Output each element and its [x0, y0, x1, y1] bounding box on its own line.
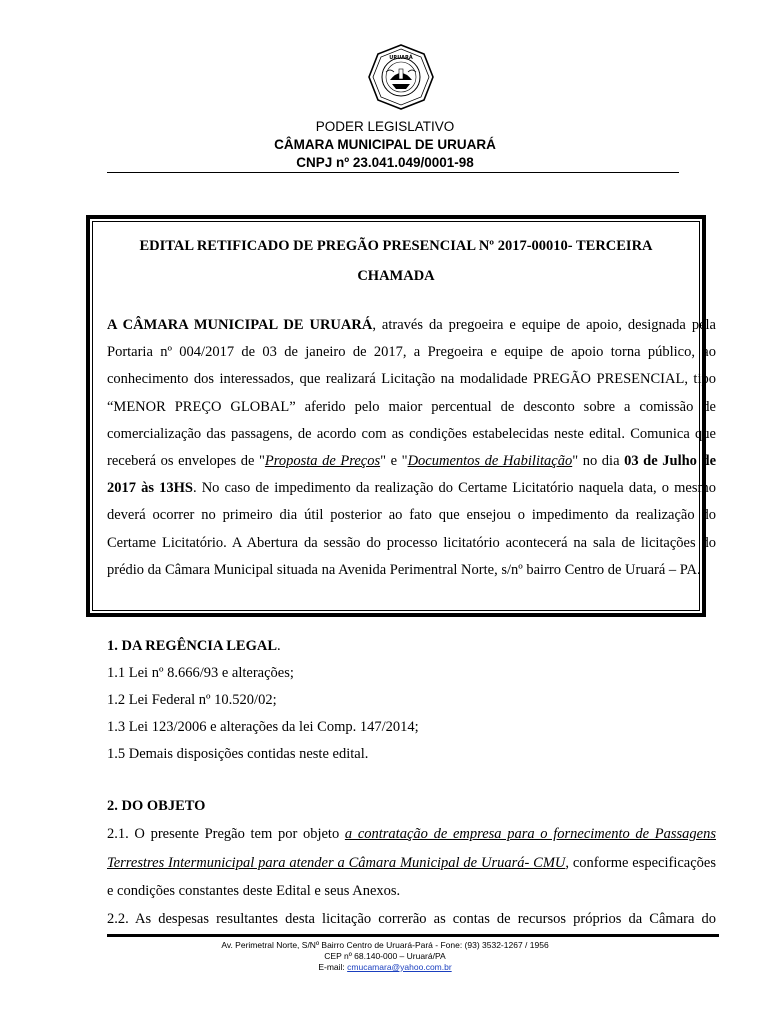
section-1-heading: 1. DA REGÊNCIA LEGAL. [107, 638, 281, 654]
header-line-1: PODER LEGISLATIVO [315, 119, 455, 134]
header-divider [107, 172, 679, 173]
notice-title-line-2: CHAMADA [357, 268, 435, 284]
envelope-proposal: Proposta de Preços [264, 453, 381, 470]
list-item: 1.2 Lei Federal nº 10.520/02; [107, 692, 277, 708]
object-description: a contratação de empresa para o fornecimento de Passagens Terrestres Intermunicipal para atender a Câmara Municipal de Uruará- CMU [107, 826, 717, 871]
list-item: 1.5 Demais disposições contidas neste edital. [107, 746, 369, 762]
notice-text-3: " no dia [572, 453, 625, 470]
footer-email-line: E-mail: cmucamara@yahoo.com.br [318, 962, 452, 972]
section-2-paragraph-2: 2.2. As despesas resultantes desta licitação correrão as contas de recursos próprios da Câmara do [107, 910, 716, 927]
footer-address: Av. Perimetral Norte, S/Nº Bairro Centro de Uruará-Pará - Fone: (93) 3532-1267 / 1956 [221, 940, 549, 950]
section-2-heading: 2. DO OBJETO [107, 798, 206, 814]
footer-email-link[interactable]: cmucamara@yahoo.com.br [347, 962, 452, 972]
notice-text-2: " e " [380, 453, 408, 470]
notice-text-4: . No caso de impedimento da realização do Certame Licitatório naquela data, o mesmo deverá ocorrer no primeiro dia útil posterior ao fato que ensejou o impedimento da realização do Certame Licitatório. A Abertura da sessão do processo licitatório acontecerá na sala de licitações do prédio da Câmara Municipal situada na Avenida Perimentral Norte, s/nº bairro Centro de Uruará – PA. [107, 480, 716, 578]
header-line-2: CÂMARA MUNICIPAL DE URUARÁ [274, 137, 496, 152]
header-cnpj: CNPJ nº 23.041.049/0001-98 [296, 155, 474, 170]
notice-paragraph [107, 312, 716, 584]
section-objeto [107, 793, 716, 933]
notice-date: 03 de Julho de 2017 às 13HS [107, 453, 717, 497]
envelope-documents: Documentos de Habilitação [407, 453, 573, 470]
list-item: 1.1 Lei nº 8.666/93 e alterações; [107, 665, 294, 681]
notice-title-line-1: EDITAL RETIFICADO DE PREGÃO PRESENCIAL Nº 2017-00010- TERCEIRA [139, 238, 653, 254]
notice-text-1: , através da pregoeira e equipe de apoio, designada pela Portaria nº 004/2017 de 03 de janeiro de 2017, a Pregoeira e equipe de apoio torna público, ao conhecimento dos interessados, que realizará Licitação na modalidade PREGÃO PRESENCIAL, tipo “MENOR PREÇO GLOBAL” aferido pelo maior percentual de desconto sobre a comissão de comercialização das passagens, de acordo com as condições estabelecidas neste edital. Comunica que receberá os envelopes de " [107, 317, 716, 470]
list-item: 1.3 Lei 123/2006 e alterações da lei Comp. 147/2014; [107, 719, 419, 735]
municipal-seal-icon [368, 44, 434, 110]
section-regencia [107, 633, 716, 768]
notice-title [100, 231, 692, 291]
section-2-paragraph-1: 2.1. O presente Pregão tem por objeto a contratação de empresa para o fornecimento de Passagens Terrestres Intermunicipal para atender a Câmara Municipal de Uruará- CMU, conforme especificações e condições constantes deste Edital e seus Anexos. [107, 826, 717, 899]
notice-lead: A CÂMARA MUNICIPAL DE URUARÁ [107, 317, 373, 333]
seal-text: URUARÁ [389, 55, 413, 61]
footer-divider [107, 934, 719, 937]
footer-cep: CEP nº 68.140-000 – Uruará/PA [324, 951, 446, 961]
